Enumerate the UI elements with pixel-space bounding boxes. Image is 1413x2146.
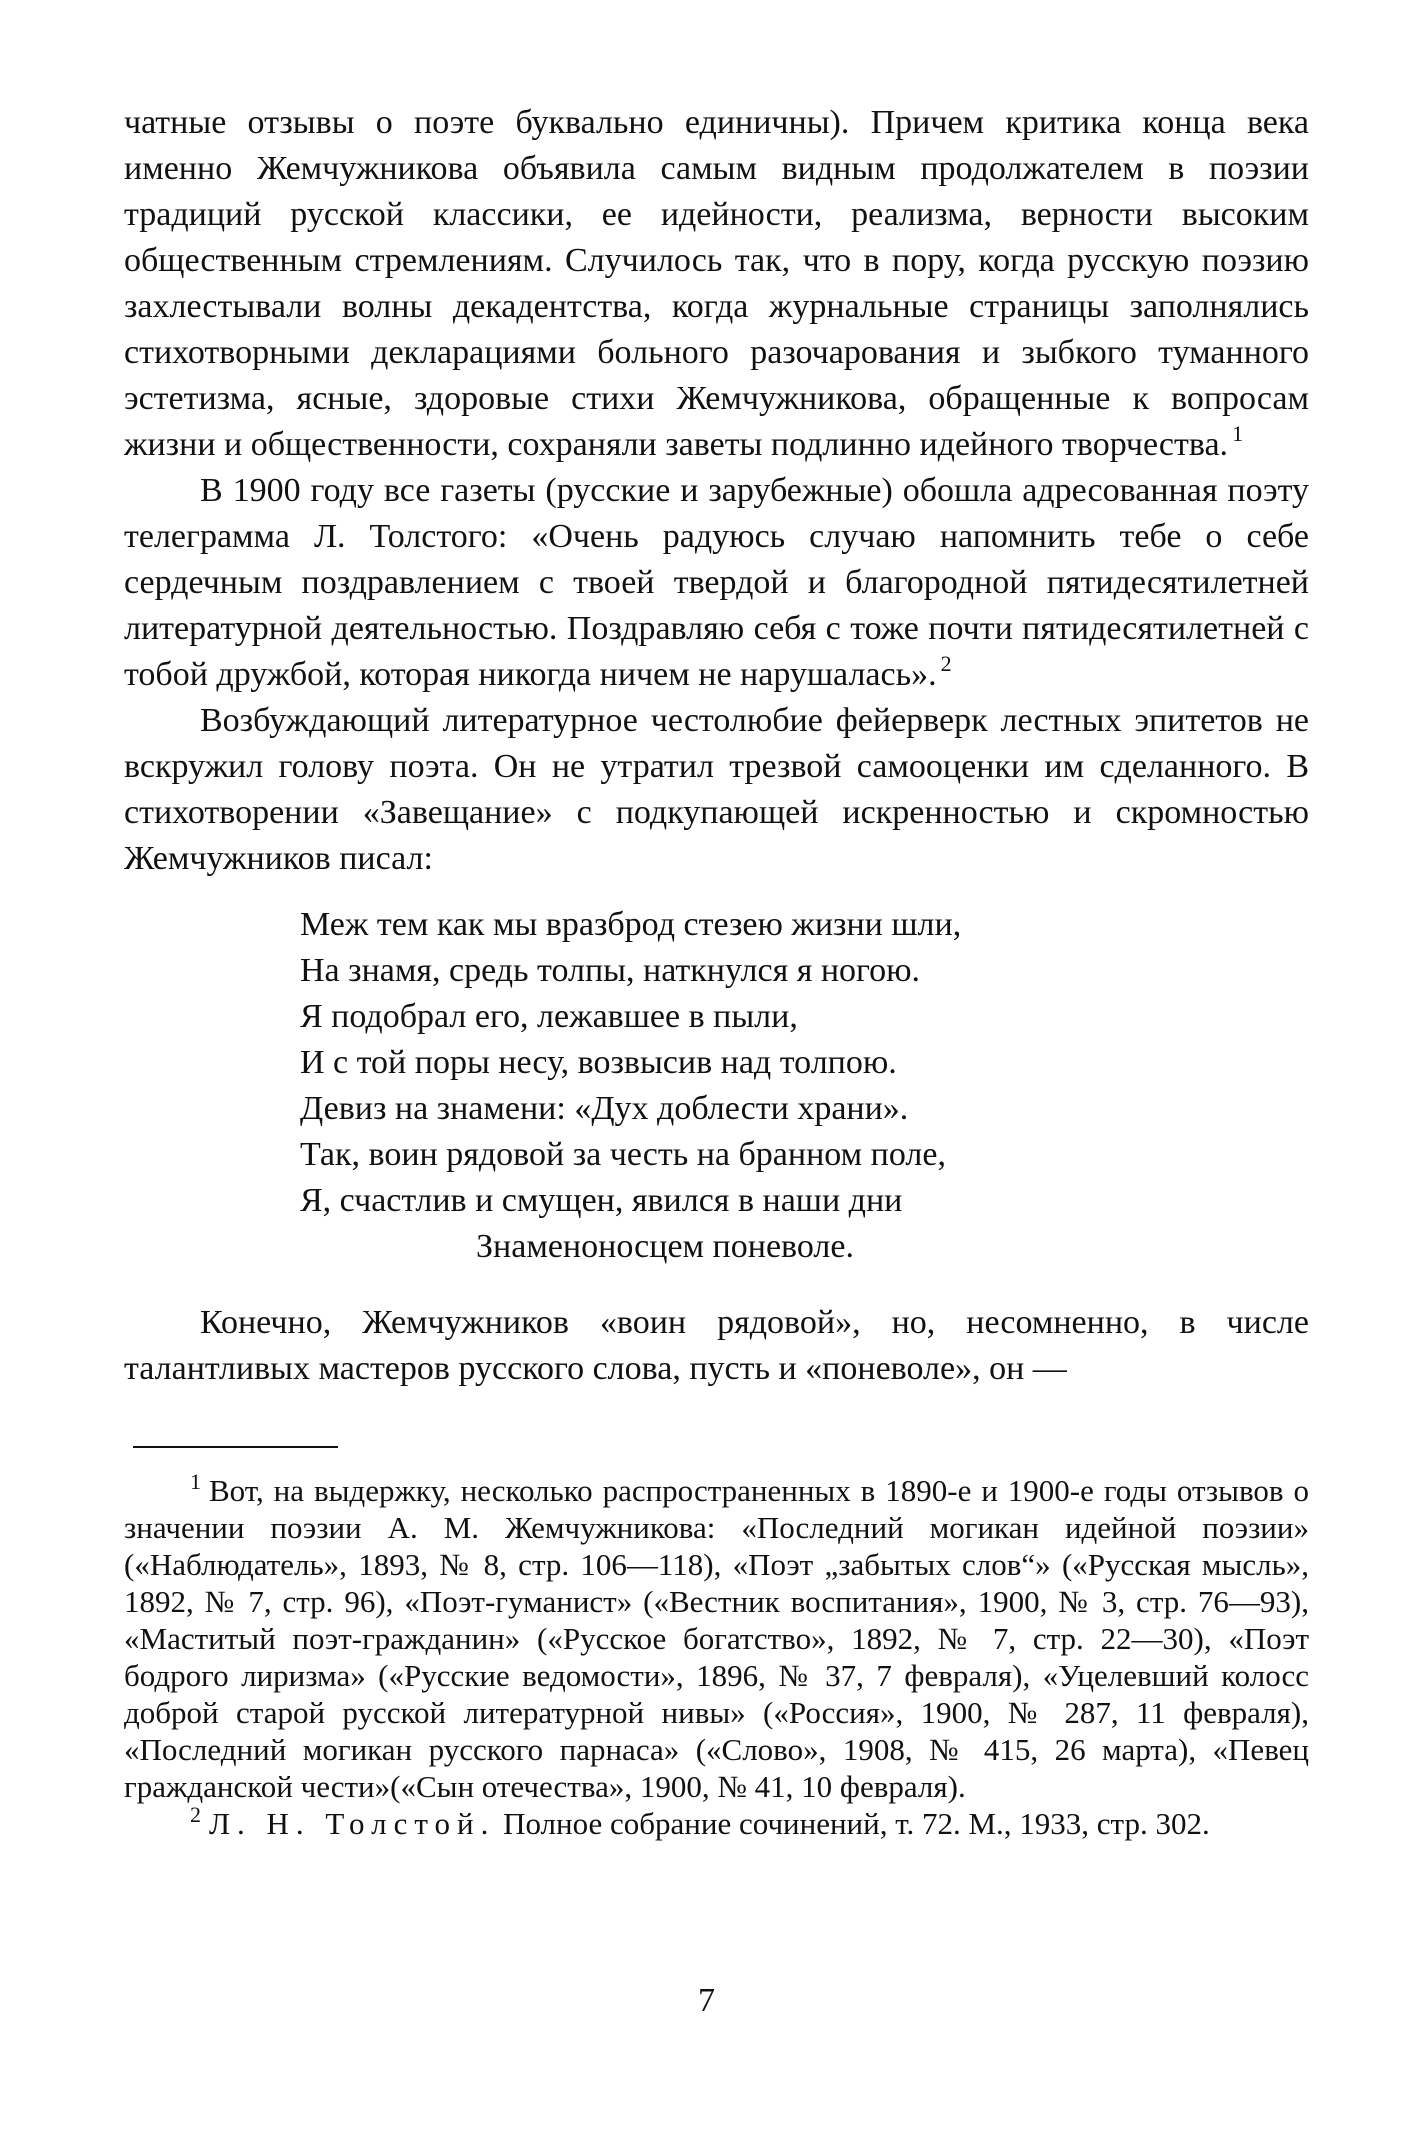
- paragraph-4: Конечно, Жемчужников «воин рядовой», но, несомненно, в числе талантливых мастеров русского слова, пусть и «поневоле», он —: [124, 1304, 1309, 1387]
- footnotes: [124, 1469, 1309, 1842]
- footnote-marker-2: 2: [190, 1802, 201, 1827]
- paragraph-1-text: чатные отзывы о поэте буквально единичны). Причем критика конца века именно Жемчужникова объявила самым видным продолжателем в поэзии традиций русской классики, ее идейности, реализма, верности высоким общественным стремлениям. Случилось так, что в пору, когда русскую поэзию захлестывали волны декадентства, когда журнальные страницы заполнялись стихотворными декларациями больного разочарования и зыбкого туманного эстетизма, ясные, здоровые стихи Жемчужникова, обращенные к вопросам жизни и общественности, сохраняли заветы подлинно идейного творчества.: [124, 104, 1309, 463]
- main-text: [124, 100, 1309, 882]
- footnote-ref-1: 1: [1232, 421, 1244, 446]
- paragraph-3: Возбуждающий литературное честолюбие фейерверк лестных эпитетов не вскружил голову поэта. Он не утратил трезвой самооценки им сделанного. В стихотворении «Завещание» с подкупающей искренностью и скромностью Жемчужников писал:: [124, 702, 1309, 877]
- page-number: 7: [698, 1982, 715, 2019]
- footnote-2: [124, 1802, 1309, 1842]
- poem-line: Девиз на знамени: «Дух доблести храни».: [300, 1090, 909, 1127]
- poem-line: Я подобрал его, лежавшее в пыли,: [300, 998, 798, 1035]
- footnote-2-author: Л. Н. Толстой.: [209, 1806, 496, 1841]
- poem: [300, 902, 1309, 1270]
- footnote-marker-1: 1: [190, 1469, 201, 1494]
- page-content: [124, 100, 1309, 1842]
- footnote-ref-2: 2: [940, 651, 952, 676]
- poem-line: Так, воин рядовой за честь на бранном поле,: [300, 1136, 946, 1173]
- footnote-1-text: Вот, на выдержку, несколько распространенных в 1890-е и 1900-е годы отзывов о значении поэзии А. М. Жемчужникова: «Последний могикан идейной поэзии» («Наблюдатель», 1893, № 8, стр. 106—118), «Поэт „забытых слов“» («Русская мысль», 1892, № 7, стр. 96), «Поэт-гуманист» («Вестник воспитания», 1900, № 3, стр. 76—93), «Маститый поэт-гражданин» («Русское богатство», 1892, № 7, стр. 22—30), «Поэт бодрого лиризма» («Русские ведомости», 1896, № 37, 7 февраля), «Уцелевший колосс доброй старой русской литературной нивы» («Россия», 1900, № 287, 11 февраля), «Последний могикан русского парнаса» («Слово», 1908, № 415, 26 марта), «Певец гражданской чести»(«Сын отечества», 1900, № 41, 10 февраля).: [124, 1473, 1309, 1804]
- poem-line: Знаменоносцем поневоле.: [476, 1228, 854, 1265]
- poem-line: Я, счастлив и смущен, явился в наши дни: [300, 1182, 903, 1219]
- footnote-2-text: Полное собрание сочинений, т. 72. М., 1933, стр. 302.: [495, 1806, 1210, 1841]
- footnote-divider: [133, 1446, 338, 1448]
- poem-line: На знамя, средь толпы, наткнулся я ногою.: [300, 952, 921, 989]
- poem-line: И с той поры несу, возвысив над толпою.: [300, 1044, 897, 1081]
- poem-line: Меж тем как мы вразброд стезею жизни шли,: [300, 906, 962, 943]
- main-text-continued: [124, 1300, 1309, 1392]
- paragraph-1: [124, 100, 1309, 468]
- paragraph-2-text: В 1900 году все газеты (русские и зарубежные) обошла адресованная поэту телеграмма Л. Толстого: «Очень радуюсь случаю напомнить тебе о себе сердечным поздравлением с твоей твердой и благородной пятидесятилетней литературной деятельностью. Поздравляю себя с тоже почти пятидесятилетней с тобой дружбой, которая никогда ничем не нарушалась».: [124, 472, 1309, 693]
- footnote-1: [124, 1469, 1309, 1805]
- paragraph-2: [124, 468, 1309, 698]
